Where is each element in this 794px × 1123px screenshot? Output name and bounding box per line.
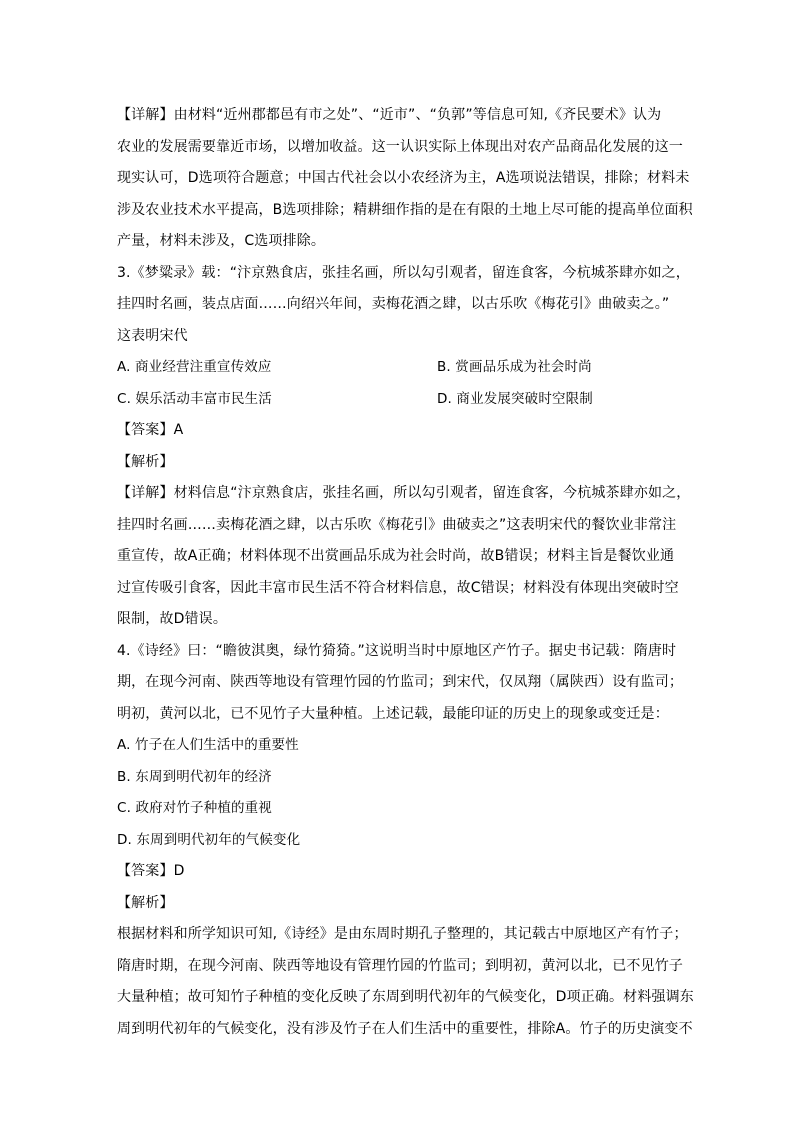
q3-explain-line: 过宣传吸引食客，因此丰富市民生活不符合材料信息，故C错误；材料没有体现出突破时空 — [117, 579, 679, 596]
q3-option-c: C. 娱乐活动丰富市民生活 — [117, 390, 272, 407]
q2-explain-line: 农业的发展需要靠近市场，以增加收益。这一认识实际上体现出对农产品商品化发展的这一 — [117, 138, 683, 155]
q4-analysis-label: 【解析】 — [117, 894, 174, 911]
q3-option-a: A. 商业经营注重宣传效应 — [117, 359, 272, 375]
q3-options-row — [117, 352, 683, 384]
q3-explain-line: 【详解】材料信息“汴京熟食店，张挂名画，所以勾引观者，留连食客，今杭城茶肆亦如之， — [117, 485, 691, 501]
q4-stem-line: 期，在现今河南、陕西等地设有管理竹园的竹监司；到宋代，仅凤翔（属陕西）设有监司； — [117, 674, 683, 690]
q2-explain-line: 涉及农业技术水平提高，B选项排除；精耕细作指的是在有限的土地上尽可能的提高单位面积 — [117, 201, 693, 218]
q4-option-c: C. 政府对竹子种植的重视 — [117, 800, 272, 816]
q3-explain-line: 挂四时名画……卖梅花酒之肆，以古乐吹《梅花引》曲破卖之”这表明宋代的餐饮业非常注 — [117, 516, 677, 533]
q4-explain-line: 周到明代初年的气候变化，没有涉及竹子在人们生活中的重要性，排除A。竹子的历史演变不 — [117, 1020, 693, 1037]
q3-stem-line: 3.《梦粱录》载：“汴京熟食店，张挂名画，所以勾引观者，留连食客，今杭城茶肆亦如之， — [117, 264, 690, 281]
q2-explain-line: 产量，材料未涉及，C选项排除。 — [117, 233, 326, 249]
q3-options-row — [117, 384, 683, 416]
q3-option-b: B. 赏画品乐成为社会时尚 — [437, 359, 592, 375]
q4-explain-line: 根据材料和所学知识可知,《诗经》是由东周时期孔子整理的，其记载古中原地区产有竹子； — [117, 926, 688, 942]
q4-option-b: B. 东周到明代初年的经济 — [117, 768, 272, 785]
q3-stem-line: 这表明宋代 — [117, 327, 188, 344]
page-content — [117, 100, 694, 1045]
q3-answer: 【答案】A — [117, 422, 184, 438]
q4-explain-line: 大量种植；故可知竹子种植的变化反映了东周到明代初年的气候变化，D项正确。材料强调东 — [117, 989, 694, 1005]
q3-analysis-label: 【解析】 — [117, 453, 174, 470]
q4-stem-line: 明初，黄河以北，已不见竹子大量种植。上述记载，最能印证的历史上的现象或变迁是： — [117, 705, 669, 722]
q4-option-d: D. 东周到明代初年的气候变化 — [117, 831, 301, 848]
q4-option-a: A. 竹子在人们生活中的重要性 — [117, 737, 299, 753]
q2-explain-line: 现实认可，D选项符合题意；中国古代社会以小农经济为主，A选项说法错误，排除；材料未 — [117, 170, 690, 186]
q3-explain-line: 限制，故D错误。 — [117, 611, 227, 627]
q3-explain-line: 重宣传，故A正确；材料体现不出赏画品乐成为社会时尚，故B错误；材料主旨是餐饮业通 — [117, 548, 675, 564]
q4-stem-line: 4.《诗经》曰：“瞻彼淇奥，绿竹猗猗。”这说明当时中原地区产竹子。据史书记载：隋唐时 — [117, 642, 677, 659]
q2-explain-line: 【详解】由材料“近州郡都邑有市之处”、“近市”、“负郭”等信息可知,《齐民要术》认为 — [117, 107, 662, 123]
q3-option-d: D. 商业发展突破时空限制 — [437, 390, 593, 407]
q3-stem-line: 挂四时名画，装点店面……向绍兴年间，卖梅花酒之肆，以古乐吹《梅花引》曲破卖之。” — [117, 296, 670, 312]
q4-answer: 【答案】D — [117, 863, 185, 879]
q4-explain-line: 隋唐时期，在现今河南、陕西等地设有管理竹园的竹监司；到明初，黄河以北，已不见竹子 — [117, 957, 683, 974]
